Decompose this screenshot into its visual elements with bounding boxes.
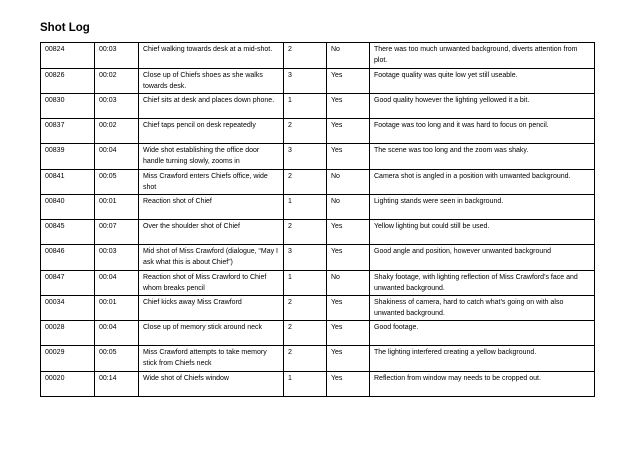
table-row: [41, 69, 595, 94]
table-row: [41, 43, 595, 69]
cell-description: Close up of memory stick around neck: [139, 321, 284, 346]
table-row: [41, 220, 595, 245]
cell-description: Over the shoulder shot of Chief: [139, 220, 284, 245]
cell-usable: Yes: [327, 296, 370, 321]
cell-notes: Yellow lighting but could still be used.: [370, 220, 595, 245]
cell-description: Wide shot establishing the office door handle turning slowly, zooms in: [139, 144, 284, 170]
cell-rating: 1: [284, 271, 327, 296]
cell-usable: Yes: [327, 346, 370, 372]
cell-rating: 2: [284, 321, 327, 346]
cell-usable: No: [327, 170, 370, 195]
cell-notes: The lighting interfered creating a yellow background.: [370, 346, 595, 372]
cell-clip: 00840: [41, 195, 95, 220]
cell-clip: 00826: [41, 69, 95, 94]
document-title: Shot Log: [40, 22, 90, 34]
cell-usable: Yes: [327, 321, 370, 346]
cell-rating: 3: [284, 69, 327, 94]
cell-usable: No: [327, 43, 370, 69]
cell-duration: 00:14: [95, 372, 139, 397]
table-row: [41, 321, 595, 346]
cell-usable: Yes: [327, 94, 370, 119]
cell-duration: 00:03: [95, 245, 139, 271]
cell-notes: Good angle and position, however unwanted background: [370, 245, 595, 271]
cell-rating: 3: [284, 144, 327, 170]
cell-rating: 1: [284, 372, 327, 397]
cell-clip: 00020: [41, 372, 95, 397]
table-row: [41, 245, 595, 271]
cell-rating: 2: [284, 170, 327, 195]
cell-rating: 2: [284, 43, 327, 69]
cell-duration: 00:01: [95, 195, 139, 220]
table-row: [41, 195, 595, 220]
table-row: [41, 144, 595, 170]
cell-notes: Footage quality was quite low yet still useable.: [370, 69, 595, 94]
cell-rating: 3: [284, 245, 327, 271]
cell-duration: 00:03: [95, 94, 139, 119]
cell-clip: 00841: [41, 170, 95, 195]
cell-duration: 00:05: [95, 170, 139, 195]
cell-usable: No: [327, 195, 370, 220]
table-row: [41, 119, 595, 144]
cell-notes: Reflection from window may needs to be cropped out.: [370, 372, 595, 397]
cell-description: Chief kicks away Miss Crawford: [139, 296, 284, 321]
cell-notes: There was too much unwanted background, diverts attention from plot.: [370, 43, 595, 69]
table-row: [41, 372, 595, 397]
table-row: [41, 94, 595, 119]
cell-usable: No: [327, 271, 370, 296]
cell-description: Wide shot of Chiefs window: [139, 372, 284, 397]
table-row: [41, 271, 595, 296]
cell-usable: Yes: [327, 144, 370, 170]
cell-notes: Shaky footage, with lighting reflection of Miss Crawford’s face and unwanted background.: [370, 271, 595, 296]
cell-description: Close up of Chiefs shoes as she walks towards desk.: [139, 69, 284, 94]
cell-description: Reaction shot of Chief: [139, 195, 284, 220]
cell-clip: 00845: [41, 220, 95, 245]
cell-duration: 00:01: [95, 296, 139, 321]
cell-notes: Shakiness of camera, hard to catch what’s going on with also unwanted background.: [370, 296, 595, 321]
cell-clip: 00830: [41, 94, 95, 119]
cell-clip: 00034: [41, 296, 95, 321]
cell-description: Miss Crawford attempts to take memory stick from Chiefs neck: [139, 346, 284, 372]
cell-description: Chief sits at desk and places down phone.: [139, 94, 284, 119]
cell-notes: Camera shot is angled in a position with unwanted background.: [370, 170, 595, 195]
table-row: [41, 346, 595, 372]
cell-usable: Yes: [327, 69, 370, 94]
cell-clip: 00847: [41, 271, 95, 296]
cell-duration: 00:07: [95, 220, 139, 245]
cell-duration: 00:05: [95, 346, 139, 372]
cell-clip: 00846: [41, 245, 95, 271]
cell-usable: Yes: [327, 220, 370, 245]
cell-clip: 00839: [41, 144, 95, 170]
cell-rating: 2: [284, 119, 327, 144]
cell-duration: 00:03: [95, 43, 139, 69]
cell-clip: 00837: [41, 119, 95, 144]
cell-description: Miss Crawford enters Chiefs office, wide shot: [139, 170, 284, 195]
table-row: [41, 170, 595, 195]
cell-usable: Yes: [327, 372, 370, 397]
cell-notes: Good footage.: [370, 321, 595, 346]
cell-description: Chief taps pencil on desk repeatedly: [139, 119, 284, 144]
cell-duration: 00:02: [95, 69, 139, 94]
cell-description: Chief walking towards desk at a mid-shot.: [139, 43, 284, 69]
cell-notes: Footage was too long and it was hard to focus on pencil.: [370, 119, 595, 144]
cell-duration: 00:02: [95, 119, 139, 144]
cell-clip: 00029: [41, 346, 95, 372]
cell-notes: The scene was too long and the zoom was shaky.: [370, 144, 595, 170]
cell-duration: 00:04: [95, 144, 139, 170]
cell-clip: 00028: [41, 321, 95, 346]
cell-description: Mid shot of Miss Crawford (dialogue, “May I ask what this is about Chief”): [139, 245, 284, 271]
cell-rating: 2: [284, 346, 327, 372]
cell-rating: 1: [284, 94, 327, 119]
cell-clip: 00824: [41, 43, 95, 69]
cell-description: Reaction shot of Miss Crawford to Chief whom breaks pencil: [139, 271, 284, 296]
cell-duration: 00:04: [95, 271, 139, 296]
cell-usable: Yes: [327, 245, 370, 271]
table-row: [41, 296, 595, 321]
cell-rating: 1: [284, 195, 327, 220]
cell-rating: 2: [284, 220, 327, 245]
cell-notes: Good quality however the lighting yellowed it a bit.: [370, 94, 595, 119]
shot-log-table: [40, 42, 595, 397]
cell-usable: Yes: [327, 119, 370, 144]
cell-rating: 2: [284, 296, 327, 321]
cell-notes: Lighting stands were seen in background.: [370, 195, 595, 220]
cell-duration: 00:04: [95, 321, 139, 346]
